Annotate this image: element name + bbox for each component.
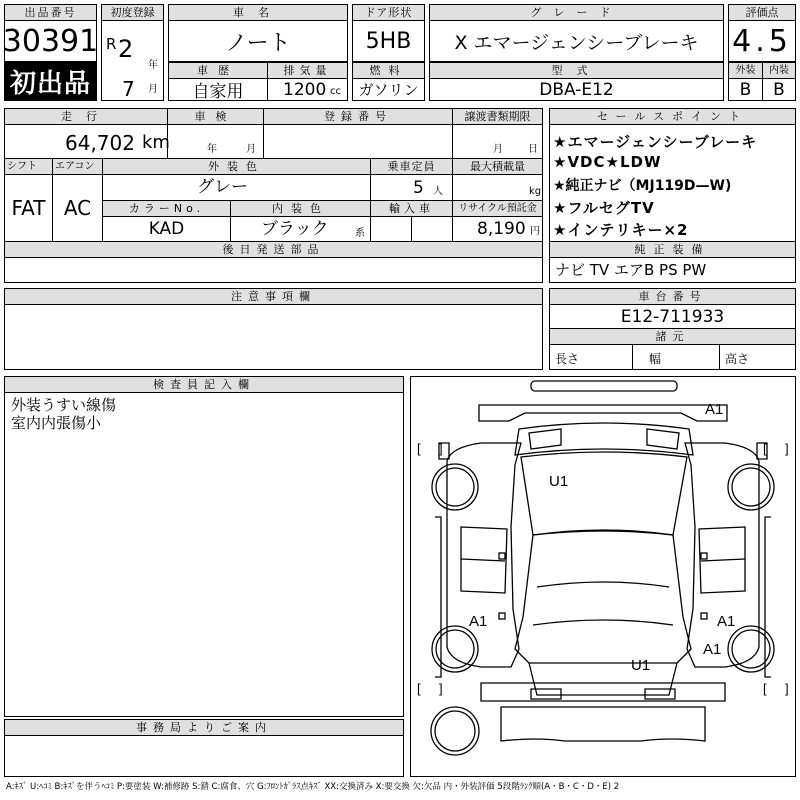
int-color-box	[230, 216, 371, 242]
later-parts-box	[4, 257, 543, 283]
color-no-value: KAD	[148, 219, 185, 239]
exterior-grade: B	[739, 79, 752, 100]
exterior-label: 外装	[728, 62, 763, 79]
damage-mark-rear-gate: U1	[631, 657, 651, 674]
inspector-line-2: 室内内張傷小	[11, 414, 102, 432]
chassis-value: E12-711933	[620, 306, 725, 327]
interior-label: 内装	[762, 62, 796, 79]
fuel-label: 燃料	[352, 62, 425, 79]
chassis-box	[549, 304, 796, 329]
damage-mark-left-rear-door: A1	[469, 613, 488, 630]
bracket-left-lower-close: ]	[439, 681, 443, 696]
model-box	[429, 78, 724, 101]
car-name-box	[168, 20, 348, 62]
bracket-right-lower: [	[763, 681, 767, 696]
genuine-box	[549, 257, 796, 283]
interior-grade: B	[773, 79, 785, 100]
int-color-label: 内装色	[230, 200, 371, 217]
height-box	[719, 344, 796, 370]
notes-label: 注意事項欄	[4, 288, 543, 305]
mileage-unit: km	[142, 132, 170, 153]
first-reg-label: 初度登録	[101, 4, 164, 21]
mileage-value: 64,702	[65, 131, 135, 155]
score-box	[728, 20, 796, 62]
genuine-label: 純正装備	[549, 241, 796, 258]
inspector-box	[4, 392, 404, 717]
bracket-left-upper: [	[417, 441, 421, 456]
lot-number	[4, 20, 97, 62]
office-box	[4, 735, 404, 777]
ac-box	[52, 174, 103, 242]
grade-value: X エマージェンシーブレーキ	[454, 31, 699, 54]
recycle-label: リサイクル預託金	[452, 200, 543, 217]
damage-mark-right-rear-door: A1	[717, 613, 736, 630]
lot-number-value: 30391	[2, 23, 99, 59]
fuel-box	[352, 78, 425, 101]
grade-label: グレード	[429, 4, 724, 21]
score-label: 評価点	[728, 4, 796, 21]
recycle-value: 8,190	[477, 219, 526, 239]
notes-box	[4, 304, 543, 370]
ext-color-label: 外装色	[102, 158, 371, 175]
import-label: 輸入車	[370, 200, 453, 217]
load-label: 最大積載量	[452, 158, 543, 175]
transfer-box	[452, 124, 543, 159]
shift-box	[4, 174, 53, 242]
inspection-month-unit: 月	[246, 144, 256, 155]
sales-points-label: セールスポイント	[549, 108, 796, 125]
grade-box	[429, 20, 724, 62]
damage-mark-right-rear-fender: A1	[703, 641, 722, 658]
car-name-label: 車名	[168, 4, 348, 21]
length-box	[549, 344, 633, 370]
reg-no-label: 登録番号	[263, 108, 453, 125]
door-box	[352, 20, 425, 62]
mileage-box	[4, 124, 168, 159]
load-box	[452, 174, 543, 201]
fuel-value: ガソリン	[358, 81, 419, 99]
inspector-line-1: 外装うすい線傷	[11, 396, 117, 414]
width-box	[632, 344, 720, 370]
inspection-label: 車検	[167, 108, 264, 125]
inspection-year-unit: 年	[207, 144, 217, 155]
door-label: ドア形状	[352, 4, 425, 21]
height-label: 高さ	[725, 352, 750, 366]
model-value: DBA-E12	[539, 79, 614, 100]
bracket-left-upper-close: ]	[439, 441, 443, 456]
capacity-unit: 人	[433, 186, 443, 197]
inspector-label: 検査員記入欄	[4, 376, 404, 393]
displacement-label: 排気量	[267, 62, 348, 79]
sales-point-5: ★インテリキー×2	[553, 221, 689, 239]
capacity-value: 5	[413, 178, 424, 198]
int-color-value: ブラック	[261, 219, 329, 239]
capacity-label: 乗車定員	[370, 158, 453, 175]
sales-point-4: ★フルセグTV	[553, 199, 655, 217]
genuine-value: ナビ TV エアB PS PW	[555, 261, 707, 279]
score-value: 4.5	[732, 23, 792, 59]
legend-text: A:ｷｽﾞ U:ﾍｺﾐ B:ｷｽﾞを伴うﾍｺﾐ P:要塗装 W:補修跡 S:錆 C:腐食、穴 G:ﾌﾛﾝﾄｶﾞﾗｽ点ｷｽﾞ XX:交換済み X:要交換 欠:欠品 内・外装評価 5段階ﾗﾝｸ順(A・B・C・D・E) 2	[6, 782, 620, 792]
shift-label: シフト	[4, 158, 53, 175]
damage-mark-roof: U1	[549, 473, 569, 490]
width-label: 幅	[649, 352, 662, 366]
sales-point-2: ★VDC★LDW	[553, 153, 662, 171]
mileage-label: 走行	[4, 108, 168, 125]
sales-point-1: ★エマージェンシーブレーキ	[553, 133, 758, 151]
recycle-box	[452, 216, 543, 242]
door-value: 5HB	[365, 28, 412, 54]
inspection-box	[167, 124, 264, 159]
bracket-right-upper: [	[763, 441, 767, 456]
recycle-unit: 円	[530, 226, 540, 237]
shift-value: FAT	[11, 196, 46, 220]
exterior-grade-box	[728, 78, 763, 101]
later-parts-label: 後日発送部品	[4, 241, 543, 258]
bracket-left-lower: [	[417, 681, 421, 696]
int-color-suffix: 系	[355, 228, 365, 239]
damage-mark-front-bumper: A1	[705, 401, 724, 418]
chassis-label: 車台番号	[549, 288, 796, 305]
transfer-month-unit: 月	[493, 144, 503, 155]
displacement-box	[267, 78, 348, 101]
dims-label: 諸元	[549, 328, 796, 345]
displacement-value: 1200	[283, 80, 327, 100]
load-unit: kg	[529, 186, 542, 197]
era-label: R	[106, 35, 117, 53]
reg-month: 7	[122, 77, 135, 101]
transfer-label: 譲渡書類期限	[452, 108, 543, 125]
ext-color-box	[102, 174, 371, 201]
color-no-box	[102, 216, 231, 242]
bracket-right-lower-close: ]	[785, 681, 789, 696]
car-diagram-svg	[411, 377, 795, 776]
first-reg-box	[101, 20, 164, 101]
capacity-box	[370, 174, 453, 201]
import-box-a	[370, 216, 412, 242]
ext-color-value: グレー	[197, 177, 248, 197]
office-label: 事務局よりご案内	[4, 719, 404, 736]
displacement-unit: cc	[330, 86, 341, 97]
interior-grade-box	[762, 78, 796, 101]
history-label: 車歴	[168, 62, 268, 79]
reg-no-box	[263, 124, 453, 159]
car-name: ノート	[225, 30, 291, 56]
history-box	[168, 78, 268, 101]
color-no-label: カラーNo.	[102, 200, 231, 217]
ac-label: エアコン	[52, 158, 103, 175]
lot-number-label: 出品番号	[4, 4, 97, 21]
first-listing-text: 初出品	[9, 69, 91, 99]
bracket-right-upper-close: ]	[785, 441, 789, 456]
first-listing-badge	[4, 62, 97, 101]
year-unit: 年	[148, 60, 158, 71]
reg-year: 2	[118, 35, 134, 63]
history-value: 自家用	[192, 82, 244, 102]
length-label: 長さ	[555, 352, 580, 366]
transfer-day-unit: 日	[528, 144, 538, 155]
damage-diagram	[410, 376, 796, 777]
ac-value: AC	[63, 196, 92, 220]
month-unit: 月	[148, 84, 158, 95]
model-label: 型式	[429, 62, 724, 79]
import-box-b	[411, 216, 453, 242]
sales-point-3: ★純正ナビ（MJ119D—W)	[553, 178, 732, 194]
